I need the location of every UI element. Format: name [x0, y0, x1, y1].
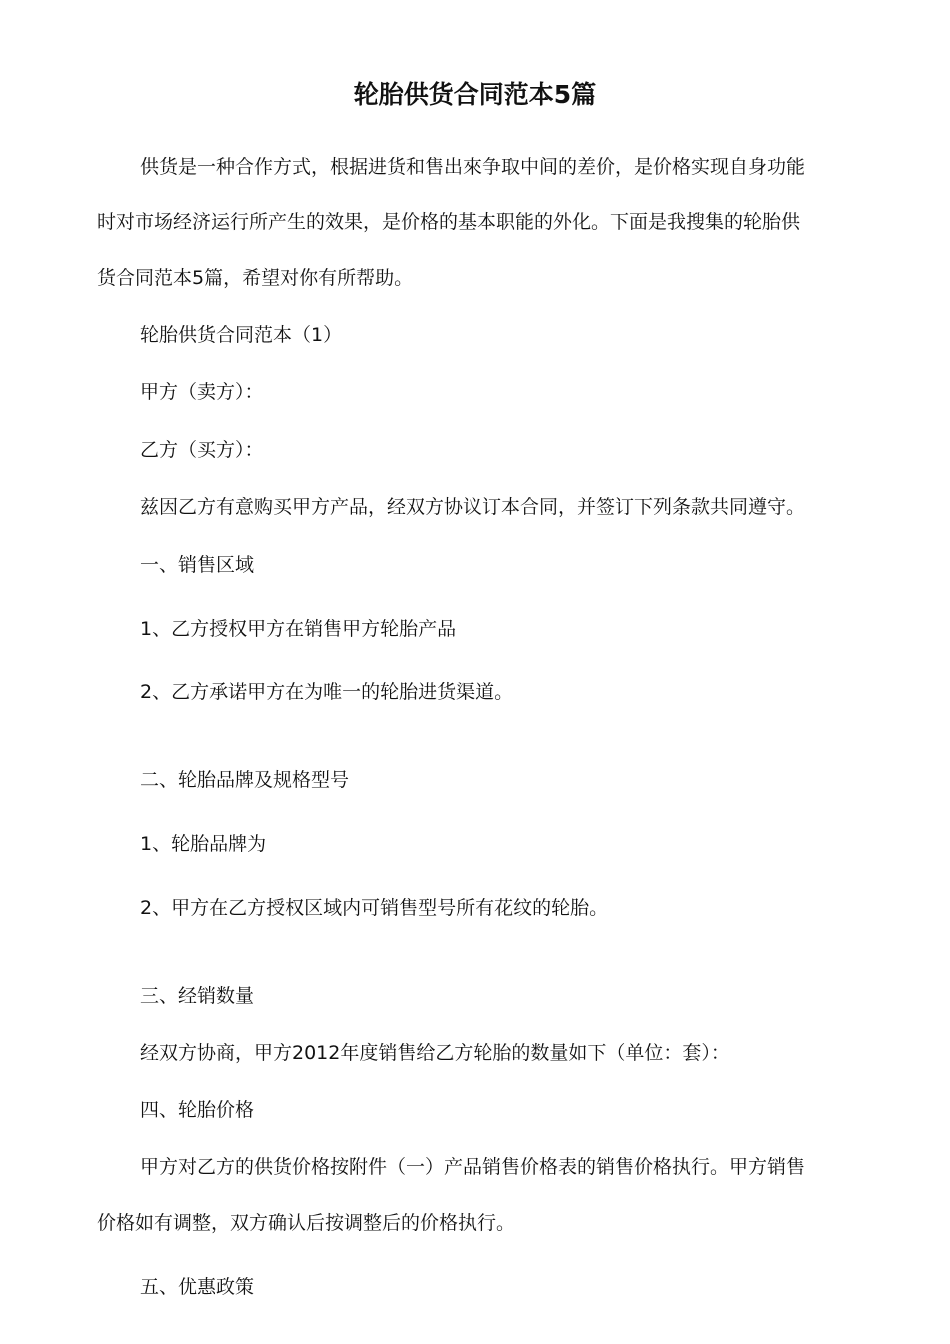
section-heading-price: 四、轮胎价格: [140, 1099, 255, 1121]
party-a-label: 甲方（卖方）：: [140, 381, 264, 403]
section-item: 1、乙方授权甲方在销售甲方轮胎产品: [140, 618, 457, 640]
intro-line-1: 供货是一种合作方式，根据进货和售出來争取中间的差价，是价格实现自身功能: [140, 156, 806, 178]
preamble-text: 兹因乙方有意购买甲方产品，经双方协议订本合同，并签订下列条款共同遵守。: [140, 496, 806, 518]
section-item: 2、甲方在乙方授权区域内可销售型号所有花纹的轮胎。: [140, 897, 609, 919]
section-item: 经双方协商，甲方2012年度销售给乙方轮胎的数量如下（单位：套）：: [140, 1042, 730, 1064]
section-item: 1、轮胎品牌为: [140, 833, 267, 855]
section-item: 甲方对乙方的供货价格按附件（一）产品销售价格表的销售价格执行。甲方销售: [140, 1156, 806, 1178]
intro-line-2: 时对市场经济运行所产生的效果，是价格的基本职能的外化。下面是我搜集的轮胎供: [97, 211, 801, 233]
section-heading-quantity: 三、经销数量: [140, 985, 255, 1007]
party-b-label: 乙方（买方）：: [140, 439, 264, 461]
section-heading-brand-spec: 二、轮胎品牌及规格型号: [140, 769, 350, 791]
intro-line-3: 货合同范本5篇，希望对你有所帮助。: [97, 267, 414, 289]
section-item: 价格如有调整，双方确认后按调整后的价格执行。: [97, 1212, 516, 1234]
section-heading-discount: 五、优惠政策: [140, 1276, 255, 1298]
section-item: 2、乙方承诺甲方在为唯一的轮胎进货渠道。: [140, 681, 514, 703]
contract-heading: 轮胎供货合同范本（1）: [140, 324, 343, 346]
section-heading-sales-region: 一、销售区域: [140, 554, 255, 576]
document-title: 轮胎供货合同范本5篇: [353, 80, 597, 109]
